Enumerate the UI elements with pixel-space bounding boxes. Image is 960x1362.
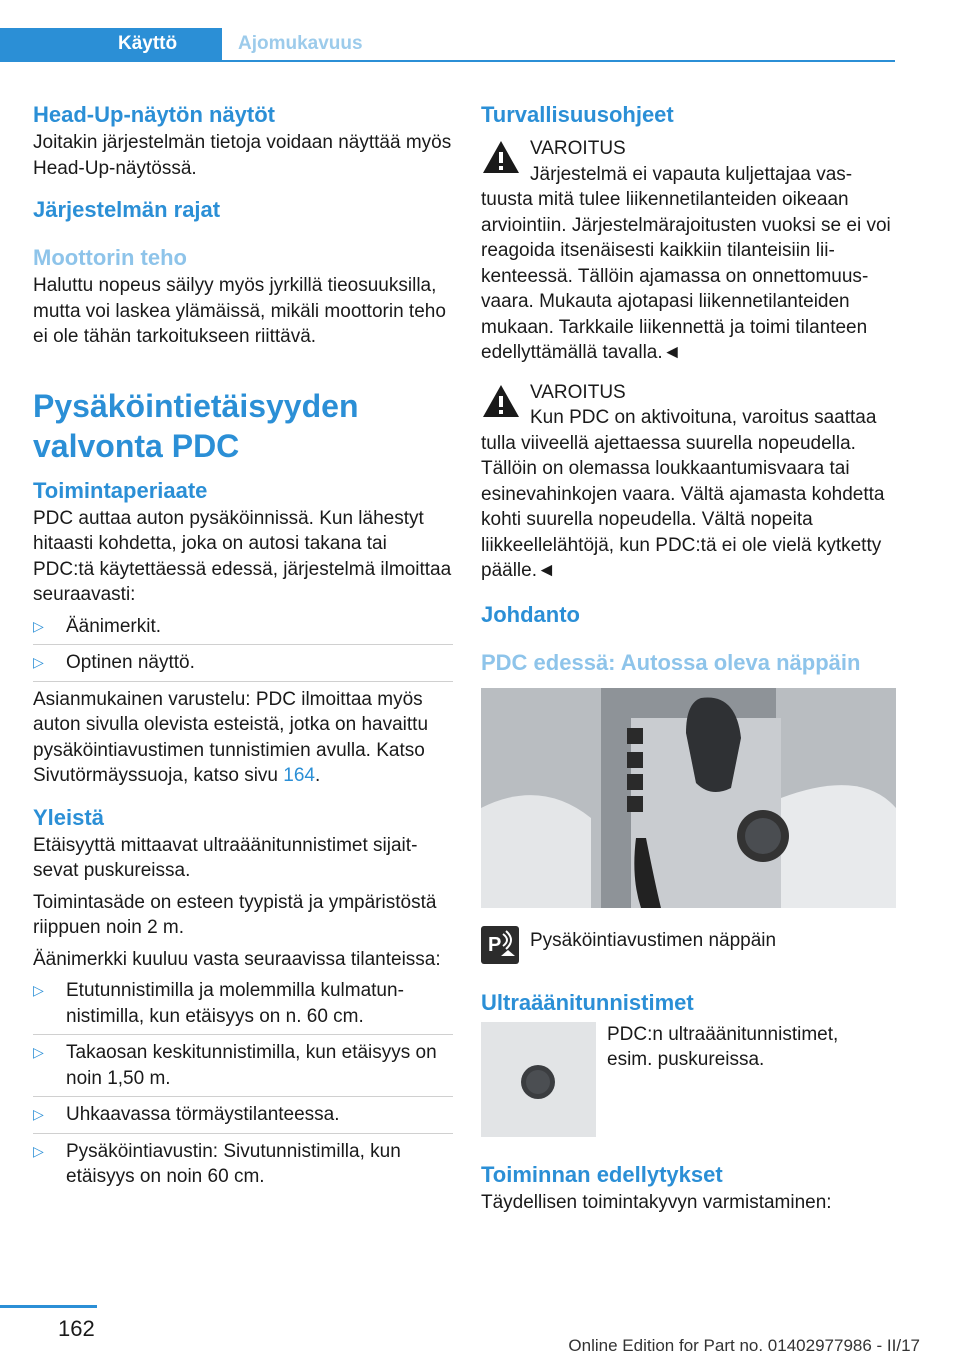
divider	[33, 644, 453, 645]
sensor-row	[481, 1022, 896, 1142]
paragraph-general-3: Äänimerkki kuuluu vasta seuraavissa tilanteissa:	[33, 948, 441, 970]
paragraph-principle: PDC auttaa auton pysäköinnissä. Kun lähestyt hitaasti kohdetta, joka on autosi takana tai PDC:tä käytettäessä edessä, järjestelmä ilmoittaa seuraavasti:	[33, 507, 452, 605]
warning-title: VAROITUS	[530, 138, 626, 159]
divider	[33, 1034, 453, 1035]
footer-accent-line	[0, 1305, 97, 1308]
heading-pdc: Pysäköintietäisyyden valvonta PDC	[33, 387, 359, 464]
chapter-tabs	[0, 0, 895, 62]
console-illustration	[481, 688, 896, 908]
triangle-bullet-icon: ▷	[33, 1106, 44, 1122]
paragraph-equipment: Asianmukainen varustelu: PDC ilmoittaa myös auton sivulla olevista esteistä, jotka on havaittu pysäköintiavustimen tunnistimien avulla. Katso Sivutörmäyssuoja, katso sivu 164.	[33, 688, 429, 786]
warning-box-1	[481, 136, 896, 366]
heading-safety: Turvallisuusohjeet	[481, 102, 674, 127]
warning-text: Kun PDC on aktivoituna, varoitus saattaa tulla viiveellä ajettaessa suurella nopeudella. Tällöin on olemassa loukkaantumisvaara tai esinevahinkojen vaara. Vältä ajamasta kohdetta kohti suurella nopeudella. Vältä nopeita liikkeellelähtöjä, kun PDC:tä ei ole vielä kytketty päälle.◄	[481, 407, 885, 581]
divider	[33, 1133, 453, 1134]
button-caption: Pysäköintiavustimen näppäin	[530, 929, 777, 951]
bullet-list-conditions	[33, 978, 453, 1190]
heading-system-limits: Järjestelmän rajat	[33, 197, 221, 222]
bullet-list-signals	[33, 614, 453, 682]
sensor-photo	[481, 1022, 596, 1137]
heading-sensors: Ultraäänitunnistimet	[481, 989, 694, 1015]
warning-title: VAROITUS	[530, 381, 626, 403]
triangle-bullet-icon: ▷	[33, 654, 44, 670]
paragraph-general-1: Etäisyyttä mittaavat ultraäänitunnistimet sijaitsevat puskureissa.	[33, 834, 418, 881]
page-link-164[interactable]: 164	[283, 765, 315, 786]
heading-general: Yleistä	[33, 804, 104, 830]
list-item: ▷ Etutunnistimilla ja molemmilla kulmatunnistimilla, kun etäisyys on n. 60 cm.	[33, 980, 404, 1027]
paragraph-requirements: Täydellisen toimintakyvyn varmistaminen:	[481, 1191, 832, 1213]
svg-text:P: P	[488, 933, 502, 956]
sensor-text: PDC:n ultraäänitunnistimet, esim. puskureissa.	[607, 1023, 839, 1070]
warning-triangle-icon	[481, 383, 521, 419]
list-item: ▷ Optinen näyttö.	[33, 650, 453, 676]
page-number: 162	[58, 1316, 95, 1341]
list-item: ▷ Takaosan keskitunnistimilla, kun etäisyys on noin 1,50 m.	[33, 1042, 437, 1089]
heading-intro: Johdanto	[481, 601, 580, 627]
list-item: ▷ Äänimerkit.	[33, 614, 453, 640]
paragraph-hud: Joitakin järjestelmän tietoja voidaan näyttää myös Head-Up-näytössä.	[33, 132, 452, 179]
triangle-bullet-icon: ▷	[33, 617, 44, 634]
paragraph-general-2: Toimintasäde on esteen tyypistä ja ympäristöstä riippuen noin 2 m.	[33, 891, 437, 938]
left-column	[33, 100, 453, 1190]
edition-text: Online Edition for Part no. 01402977986 - II/17	[568, 1336, 920, 1355]
warning-triangle-icon	[481, 139, 521, 175]
warning-box-2	[481, 380, 896, 584]
tab-ajomukavuus[interactable]: Ajomukavuus	[238, 33, 363, 54]
list-item: ▷ Pysäköintiavustin: Sivutunnistimilla, kun etäisyys on noin 60 cm.	[33, 1140, 401, 1187]
heading-hud: Head-Up-näytön näytöt	[33, 102, 275, 127]
right-column	[481, 100, 896, 1215]
paragraph-engine-power: Haluttu nopeus säilyy myös jyrkillä tieosuuksilla, mutta voi laskea ylämäissä, mikäli moottorin teho ei ole tähän tarkoitukseen riittävä.	[33, 275, 446, 347]
triangle-bullet-icon: ▷	[33, 1044, 44, 1060]
warning-text: Järjestelmä ei vapauta kuljettajaa vastuusta mitä tulee liikennetilanteiden oikeaan arviointiin. Järjestelmärajoitusten vuoksi se ei voi reagoida itsenäisesti kaikkiin tilanteisiin liikenteessä. Tällöin ajamassa on onnettomuusvaara. Mukauta ajotapasi liikennetilanteiden mukaan. Tarkkaile liikennettä ja toimi tilanteen edellyttämällä tavalla.◄	[481, 163, 891, 363]
triangle-bullet-icon: ▷	[33, 1142, 44, 1159]
divider	[33, 681, 453, 682]
pdc-button-row	[481, 926, 896, 966]
parking-assist-button-icon	[481, 926, 519, 964]
tab-kaytto[interactable]: Käyttö	[0, 28, 222, 60]
divider	[33, 1096, 453, 1097]
heading-engine-power: Moottorin teho	[33, 245, 187, 270]
list-item: ▷ Uhkaavassa törmäystilanteessa.	[33, 1102, 453, 1128]
heading-pdc-button: PDC edessä: Autossa oleva näppäin	[481, 649, 861, 675]
triangle-bullet-icon: ▷	[33, 982, 44, 998]
heading-requirements: Toiminnan edellytykset	[481, 1161, 723, 1187]
heading-principle: Toimintaperiaate	[33, 477, 208, 503]
car-console-photo	[481, 688, 896, 908]
